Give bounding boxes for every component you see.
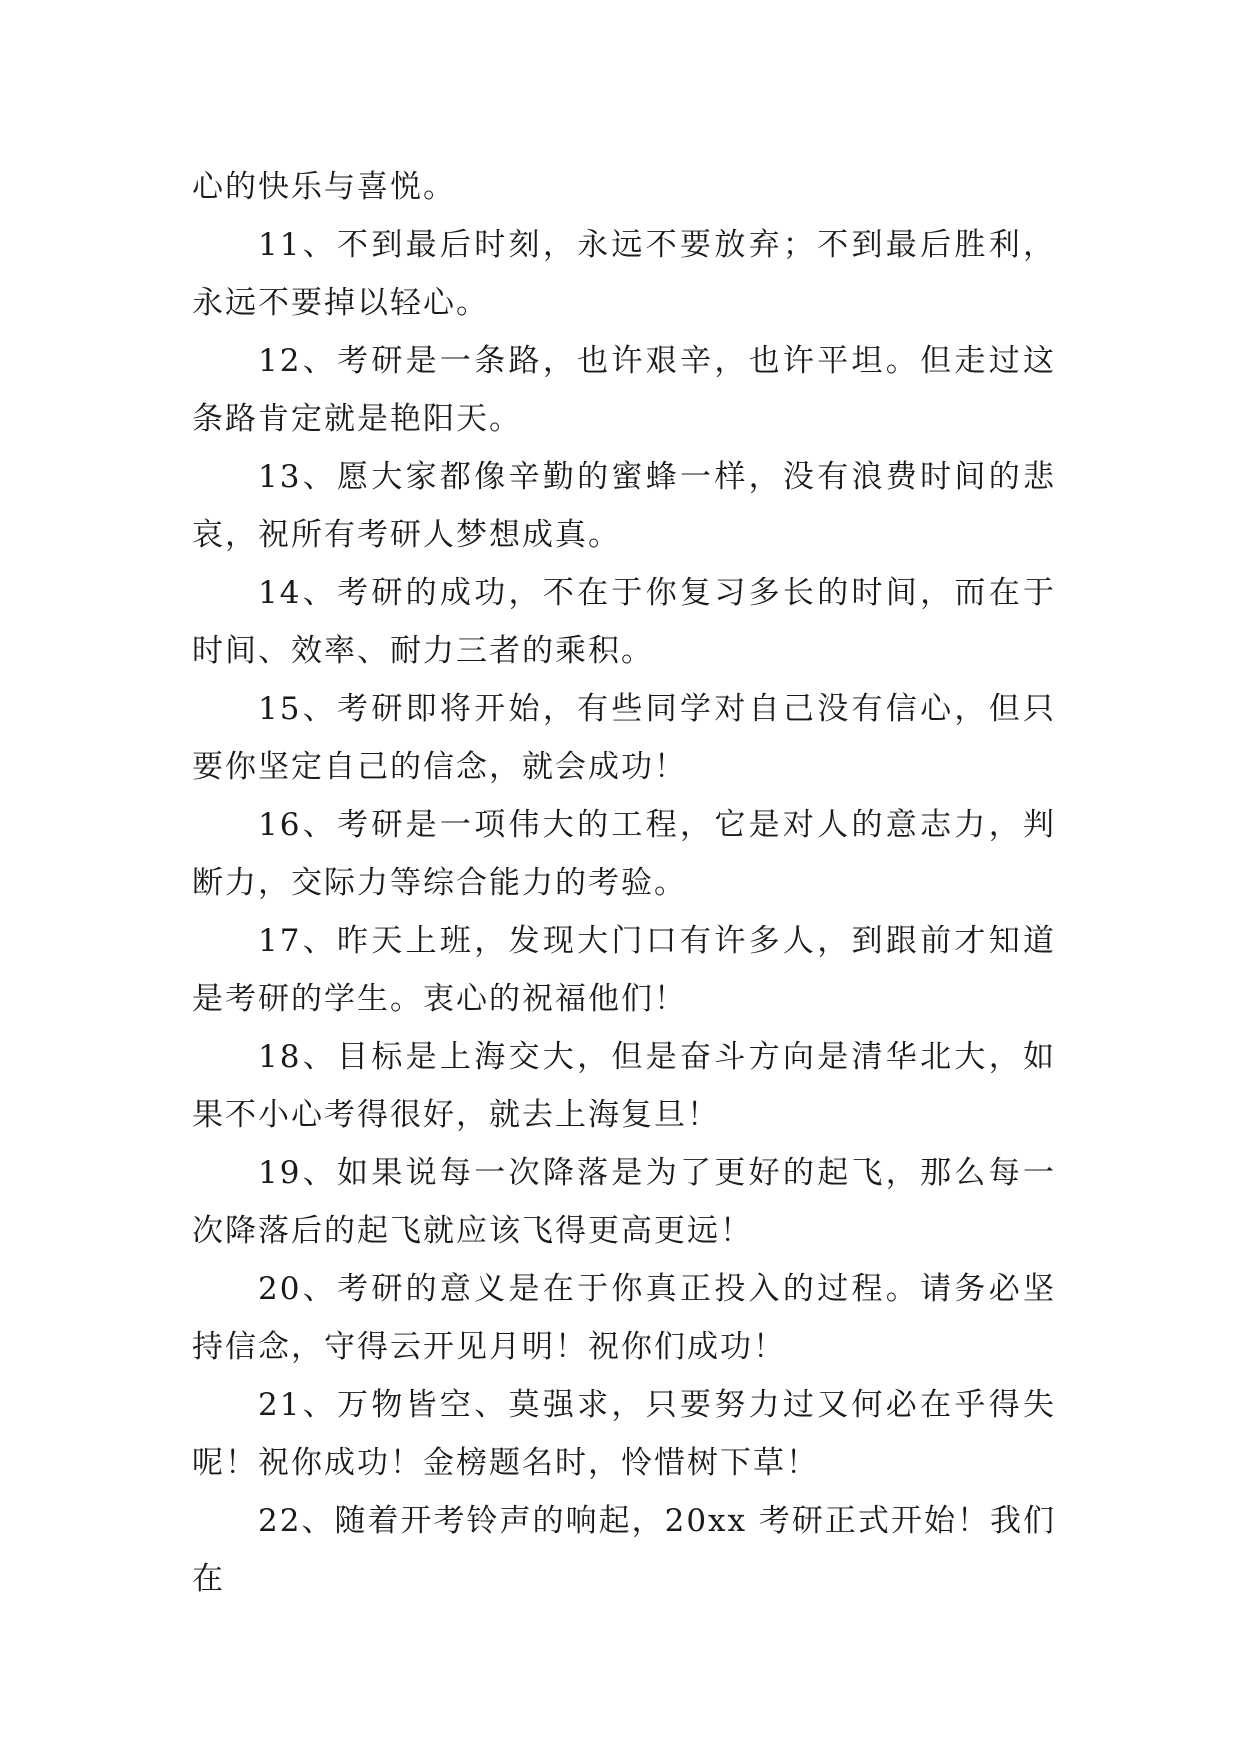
paragraph-item-13: 13、愿大家都像辛勤的蜜蜂一样，没有浪费时间的悲哀，祝所有考研人梦想成真。: [192, 459, 1056, 553]
paragraph-item-21: 21、万物皆空、莫强求，只要努力过又何必在乎得失呢！祝你成功！金榜题名时，怜惜树下草！: [192, 1387, 1056, 1481]
document-body: [192, 158, 1056, 1608]
paragraph-item-12: 12、考研是一条路，也许艰辛，也许平坦。但走过这条路肯定就是艳阳天。: [192, 343, 1056, 437]
paragraph-item-20: 20、考研的意义是在于你真正投入的过程。请务必坚持信念，守得云开见月明！祝你们成功！: [192, 1271, 1056, 1365]
paragraph-item-11: 11、不到最后时刻，永远不要放弃；不到最后胜利，永远不要掉以轻心。: [192, 227, 1056, 321]
paragraph-item-19: 19、如果说每一次降落是为了更好的起飞，那么每一次降落后的起飞就应该飞得更高更远！: [192, 1155, 1056, 1249]
paragraph-item-18: 18、目标是上海交大，但是奋斗方向是清华北大，如果不小心考得很好，就去上海复旦！: [192, 1039, 1056, 1133]
paragraph-item-22: 22、随着开考铃声的响起，20xx 考研正式开始！我们在: [192, 1503, 1056, 1597]
paragraph-item-15: 15、考研即将开始，有些同学对自己没有信心，但只要你坚定自己的信念，就会成功！: [192, 691, 1056, 785]
paragraph-item-14: 14、考研的成功，不在于你复习多长的时间，而在于时间、效率、耐力三者的乘积。: [192, 575, 1056, 669]
paragraph-continuation: 心的快乐与喜悦。: [192, 169, 456, 205]
paragraph-item-16: 16、考研是一项伟大的工程，它是对人的意志力，判断力，交际力等综合能力的考验。: [192, 807, 1056, 901]
paragraph-item-17: 17、昨天上班，发现大门口有许多人，到跟前才知道是考研的学生。衷心的祝福他们！: [192, 923, 1056, 1017]
